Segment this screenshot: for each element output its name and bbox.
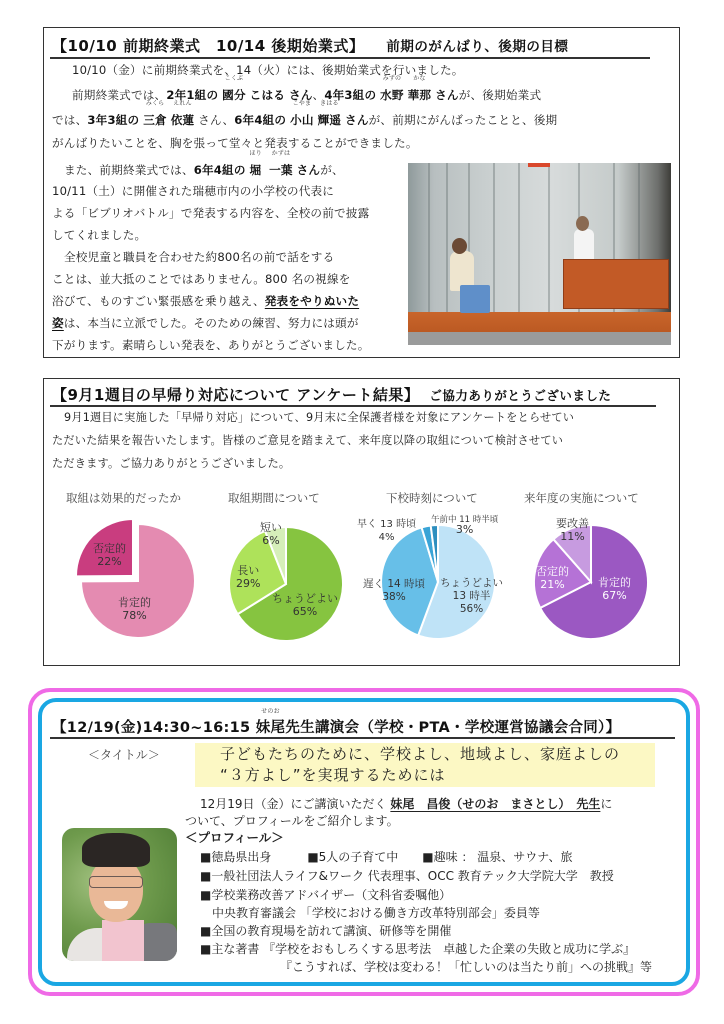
chart1-label-negative: 否定的 22% (93, 542, 126, 568)
chart2-label-short: 短い 6% (260, 521, 282, 547)
heading-main: 【10/10 前期終業式 10/14 後期始業式】 (52, 37, 365, 55)
chart1-label-positive: 肯定的 78% (118, 596, 151, 622)
chart4-label-positive: 肯定的 67% (598, 576, 631, 602)
lecture-heading-underline (50, 737, 675, 739)
speaker-shirt (102, 920, 144, 961)
para-awards-line3: がんばりたいことを、胸を張って堂々と発表することができました。 (52, 136, 418, 150)
heading-sub: 前期のがんばり、後期の目標 (386, 39, 569, 55)
profile-item: 『こうすれば、学校は変わる！「忙しいのは当たり前」への挑戦』等 (280, 960, 653, 974)
profile-item: ■徳島県出身 ■5人の子育て中 ■趣味 ： 温泉、サウナ、旅 (200, 850, 573, 864)
chart2-label-ok: ちょうどよい 65% (272, 592, 338, 618)
chart4-label-negative: 否定的 21% (536, 565, 569, 591)
para-biblio-line1: また、前期終業式では、6年4組の ほり 堀 かずは 一葉 さんが、 (64, 150, 344, 177)
profile-item: ■主な著書 『学校をおもしろくする思考法 卓越した企業の失敗と成功に学ぶ』 (200, 942, 636, 956)
para-biblio-line3: よる「ビブリオバトル」で発表する内容を、全校の前で披露 (52, 206, 370, 220)
profile-item: ■学校業務改善アドバイザー（文科省委嘱他） (200, 888, 452, 902)
lecture-intro-line1: 12月19日（金）にご講演いただく 妹尾 昌俊（せのお まさとし） 先生に (200, 797, 613, 811)
para-awards-line1: 前期終業式では、2年1組の こくぶ 國分 こはる さん、4年3組の みずの 水野 かな 華那 さんが、後期始業式 (72, 75, 542, 102)
speaker-hair (82, 833, 150, 867)
para-praise-line4: 姿は、本当に立派でした。そのための練習、努力には頭が (52, 316, 359, 330)
survey-intro-line1: 9月1週目に実施した「早帰り対応」について、9月末に全保護者様を対象にアンケートをとらせてい (64, 411, 575, 424)
chart4-label-improve: 要改善 11% (556, 517, 589, 543)
profile-item: 中央教育審議会 「学校における働き方改革特別部会」委員等 (200, 906, 540, 920)
lecture-intro-line2: ついて、プロフィールをご紹介します。 (185, 814, 399, 828)
para-praise-line1: 全校児童と職員を合わせた約800名の前で話をする (64, 250, 335, 264)
profile-item: ■一般社団法人ライフ&ワーク 代表理事、OCC 教育テック大学院大学 教授 (200, 869, 614, 883)
speaker-face (89, 858, 143, 922)
profile-item: ■全国の教育現場を訪れて講演、研修等を開催 (200, 924, 452, 938)
speaker-portrait-photo (62, 828, 177, 961)
para-praise-line5: 下がります。素晴らしい発表を、ありがとうございました。 (52, 338, 370, 352)
chart3-label-ok: ちょうどよい 13 時半 56% (440, 577, 503, 615)
heading-sub: ご協力ありがとうございました (429, 388, 612, 403)
chart3-label-late: 遅く 14 時頃 38% (363, 578, 426, 603)
chart2-label-long: 長い 29% (236, 564, 261, 590)
para-biblio-line4: してくれました。 (52, 228, 147, 242)
para-awards-line2: では、3年3組の みくら 三倉 えれん 依蓮 さん、6年4組の こやま 小山 きはる 輝遥 さんが、前期にがんばったことと、後期 (52, 100, 558, 127)
lecture-title-line2: “３方よし”を実現するためには (220, 766, 446, 784)
para-biblio-line2: 10/11（土）に開催された瑞穂市内の小学校の代表に (52, 184, 335, 198)
survey-intro-line3: ただきます。ご協力ありがとうございました。 (52, 457, 291, 470)
chart1-title: 取組は効果的だったか (66, 491, 181, 505)
speaker-glasses (89, 876, 143, 888)
para-praise-line2: ことは、並大抵のことではありません。800 名の視線を (52, 272, 351, 286)
heading-main: 【9月1週目の早帰り対応について アンケート結果】 (52, 386, 420, 404)
profile-heading: ＜プロフィール＞ (185, 830, 284, 845)
para-praise-line3: 浴びて、ものすごい緊張感を乗り越え、発表をやりぬいた (52, 294, 360, 308)
lecture-heading: 【12/19(金)14:30~16:15 せのお 妹尾先生講演会（学校・PTA・学校運営協議会合同）】 (52, 708, 621, 736)
chart3-title: 下校時刻について (386, 491, 478, 505)
chart2-title: 取組期間について (228, 491, 320, 505)
para-intro: 10/10（金）に前期終業式を、14（火）には、後期始業式を行いました。 (72, 63, 464, 77)
chart3-label-am: 午前中 11 時半頃 3% (431, 515, 499, 536)
survey-intro-line2: ただいた結果を報告いたします。皆様のご意見を踏まえて、来年度以降の取組について検討させてい (52, 434, 564, 447)
chart3-label-early: 早く 13 時頃 4% (357, 519, 417, 543)
chart4-title: 来年度の実施について (524, 491, 639, 505)
lecture-title-line1: 子どもたちのために、学校よし、地域よし、家庭よしの (220, 745, 621, 763)
lecture-title (220, 744, 620, 786)
title-label: ＜タイトル＞ (88, 748, 160, 762)
